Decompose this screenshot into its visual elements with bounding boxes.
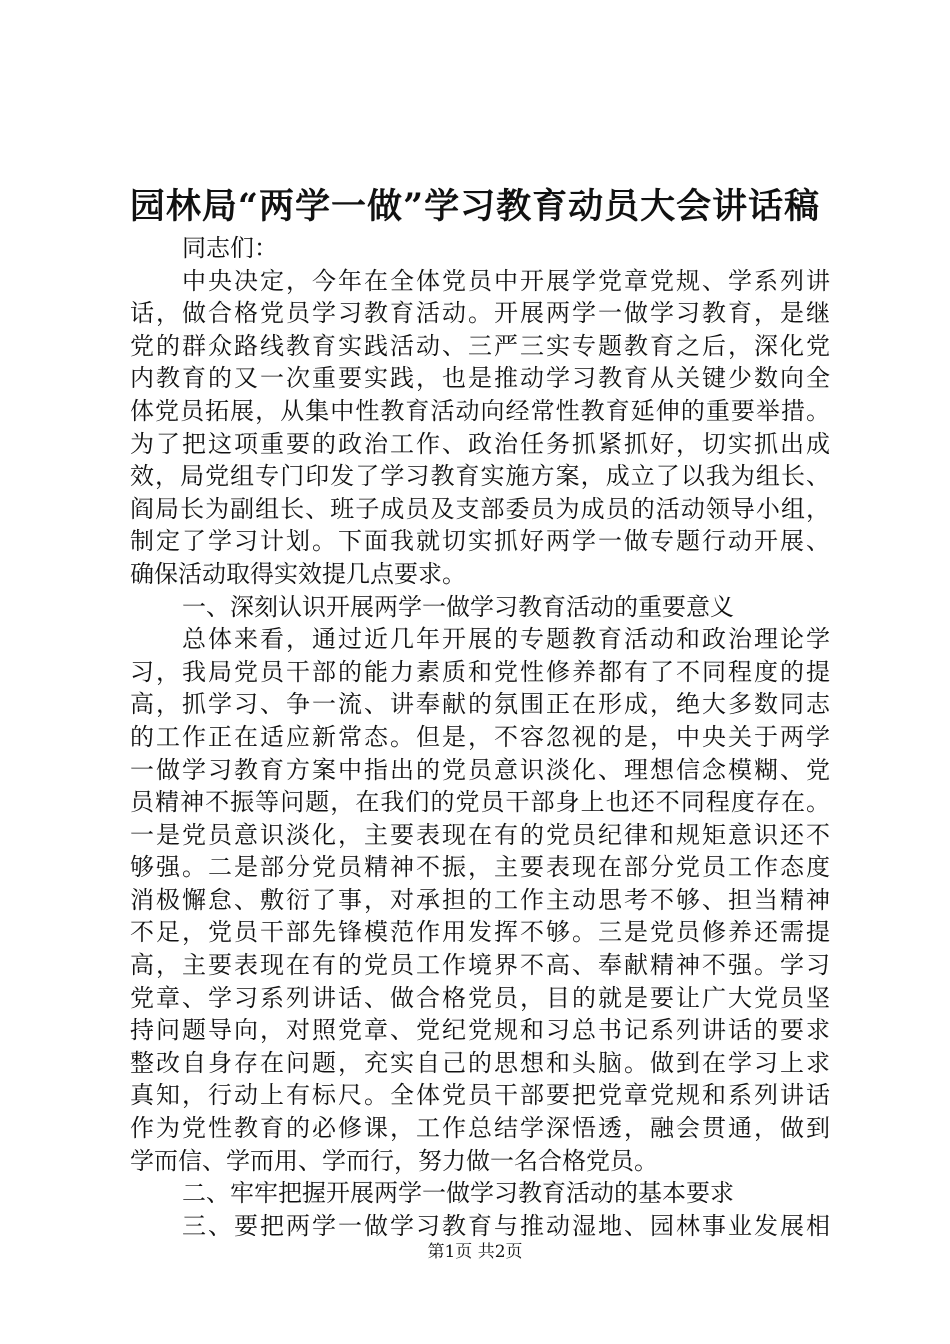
paragraph-line: 够强。二是部分党员精神不振，主要表现在部分党员工作态度 (130, 853, 830, 882)
paragraph-line: 一是党员意识淡化，主要表现在有的党员纪律和规矩意识还不 (130, 820, 830, 849)
paragraph-line: 高，抓学习、争一流、讲奉献的氛围正在形成，绝大多数同志 (130, 690, 830, 719)
paragraph-line: 学而信、学而用、学而行，努力做一名合格党员。 (130, 1146, 658, 1175)
paragraph-line: 作为党性教育的必修课，工作总结学深悟透，融会贯通，做到 (130, 1114, 830, 1143)
paragraph-line: 高，主要表现在有的党员工作境界不高、奉献精神不强。学习 (130, 951, 830, 980)
section-heading: 三、要把两学一做学习教育与推动湿地、园林事业发展相 (182, 1211, 830, 1240)
salutation-line: 同志们： (182, 234, 278, 262)
paragraph-line: 话，做合格党员学习教育活动。开展两学一做学习教育，是继 (130, 299, 830, 328)
paragraph-line: 体党员拓展，从集中性教育活动向经常性教育延伸的重要举措。 (130, 396, 830, 425)
paragraph-line: 制定了学习计划。下面我就切实抓好两学一做专题行动开展、 (130, 527, 830, 556)
paragraph-line: 的工作正在适应新常态。但是，不容忽视的是，中央关于两学 (130, 722, 830, 751)
paragraph-line: 整改自身存在问题，充实自己的思想和头脑。做到在学习上求 (130, 1048, 830, 1077)
paragraph-line: 持问题导向，对照党章、党纪党规和习总书记系列讲话的要求 (130, 1016, 830, 1045)
section-heading: 二、牢牢把握开展两学一做学习教育活动的基本要求 (182, 1179, 734, 1208)
paragraph-line: 真知，行动上有标尺。全体党员干部要把党章党规和系列讲话 (130, 1081, 830, 1110)
page-footer: 第1页 共2页 (427, 1242, 523, 1262)
document-body (130, 232, 830, 1242)
paragraph-line: 员精神不振等问题，在我们的党员干部身上也还不同程度存在。 (130, 788, 830, 817)
paragraph-line: 确保活动取得实效提几点要求。 (130, 559, 466, 588)
paragraph-line: 内教育的又一次重要实践，也是推动学习教育从关键少数向全 (130, 364, 830, 393)
paragraph-line: 一做学习教育方案中指出的党员意识淡化、理想信念模糊、党 (130, 755, 830, 784)
paragraph-line: 总体来看，通过近几年开展的专题教育活动和政治理论学 (182, 625, 830, 654)
paragraph-line: 中央决定，今年在全体党员中开展学党章党规、学系列讲 (182, 266, 830, 295)
section-heading: 一、深刻认识开展两学一做学习教育活动的重要意义 (182, 592, 734, 621)
paragraph-line: 为了把这项重要的政治工作、政治任务抓紧抓好，切实抓出成 (130, 429, 830, 458)
paragraph-line: 效，局党组专门印发了学习教育实施方案，成立了以我为组长、 (130, 462, 830, 491)
page-title: 园林局“两学一做”学习教育动员大会讲话稿 (129, 186, 821, 227)
paragraph-line: 阎局长为副组长、班子成员及支部委员为成员的活动领导小组， (130, 494, 830, 523)
paragraph-line: 党章、学习系列讲话、做合格党员，目的就是要让广大党员坚 (130, 983, 830, 1012)
paragraph-line: 不足，党员干部先锋模范作用发挥不够。三是党员修养还需提 (130, 918, 830, 947)
paragraph-line: 消极懈怠、敷衍了事，对承担的工作主动思考不够、担当精神 (130, 885, 830, 914)
paragraph-line: 党的群众路线教育实践活动、三严三实专题教育之后，深化党 (130, 331, 830, 360)
paragraph-line: 习，我局党员干部的能力素质和党性修养都有了不同程度的提 (130, 657, 830, 686)
